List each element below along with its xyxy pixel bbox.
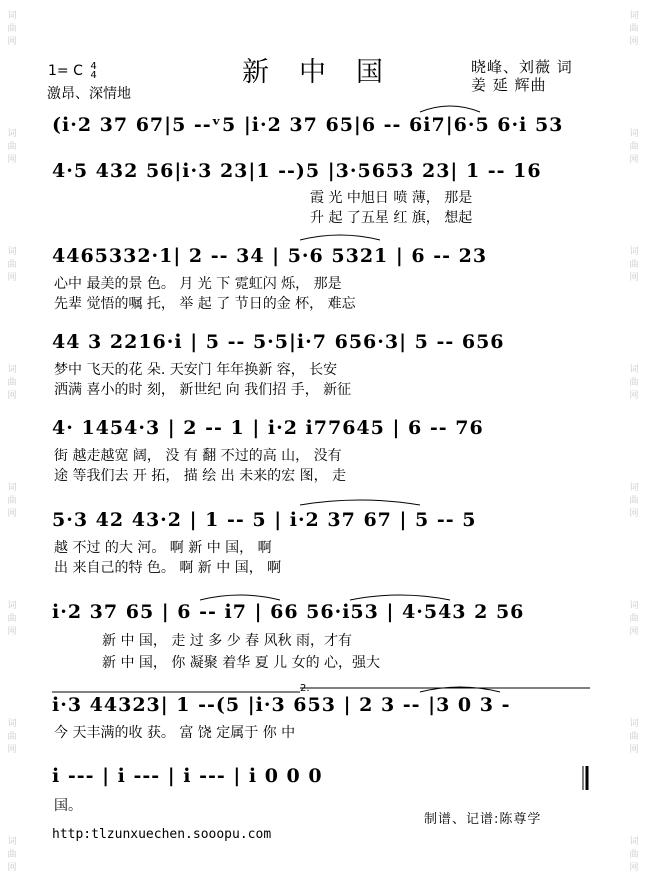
time-bottom: 4 [90, 70, 97, 81]
lyrics-verse-2: 升 起 了五星 红 旗， 想起 [310, 210, 473, 226]
watermark: 词 曲 网 [7, 365, 17, 401]
lyrics-verse-1: 越 不过 的大 河。 啊 新 中 国， 啊 [54, 540, 272, 556]
slur [420, 106, 480, 112]
site-url[interactable]: http:tlzunxuechen.sooopu.com [52, 827, 272, 842]
notes: i·2 37 65 | 6 -- i7 | 66 56·i53 | 4·543 2 56 [52, 601, 525, 623]
watermark: 词 曲 网 [7, 483, 17, 519]
lyricist-credit: 晓峰、刘薇 词 [471, 58, 573, 76]
notes: 4·5 432 56|i·3 23|1 --)5 |3·5653 23| 1 -- 16 [52, 160, 542, 182]
watermark: 词 曲 网 [629, 365, 639, 401]
notes: 44 3 2216·i | 5 -- 5·5|i·7 656·3| 5 -- 656 [52, 331, 505, 353]
watermark: 词 曲 网 [629, 247, 639, 283]
watermark: 词 曲 网 [629, 483, 639, 519]
watermark: 词 曲 网 [7, 129, 17, 165]
notes: 4465332·1| 2 -- 34 | 5·6 5321 | 6 -- 23 [52, 245, 488, 267]
lyrics-verse-2: 新 中 国， 你 凝聚 着华 夏 儿 女的 心，强大 [102, 655, 381, 671]
watermark: 词 曲 网 [629, 719, 639, 755]
slur [300, 235, 380, 240]
watermark: 词 曲 网 [629, 11, 639, 47]
composer-credit: 姜 延 辉曲 [471, 76, 547, 94]
watermark: 词 曲 网 [7, 11, 17, 47]
lyrics-verse-2: 洒满 喜小的时 刻， 新世纪 向 我们招 手， 新征 [54, 382, 352, 398]
slur [200, 595, 280, 600]
lyrics-verse-2: 先辈 觉悟的嘱 托， 举 起 了 节日的金 杯， 难忘 [54, 296, 356, 312]
watermark: 词 曲 网 [629, 601, 639, 637]
watermark: 词 曲 网 [629, 837, 639, 873]
song-title: 新中国 [242, 57, 413, 88]
lyrics-verse-2: 出 来自己的特 色。 啊 新 中 国， 啊 [54, 560, 282, 576]
lyrics-verse-1: 霞 光 中旭日 喷 薄， 那是 [310, 190, 473, 206]
notes: 4· 1454·3 | 2 -- 1 | i·2 i77645 | 6 -- 76 [52, 417, 484, 439]
slur [350, 595, 450, 600]
watermark: 词 曲 网 [7, 719, 17, 755]
time-top: 4 [90, 61, 97, 72]
lyrics-verse-2: 途 等我们去 开 拓， 描 绘 出 未来的宏 图， 走 [54, 468, 347, 484]
tempo-marking: 激昂、深情地 [47, 86, 131, 102]
watermark: 词 曲 网 [629, 129, 639, 165]
lyrics-verse-1: 今 天丰满的收 获。 富 饶 定属于 你 中 [54, 725, 296, 741]
notes: i --- | i --- | i --- | i 0 0 0 [52, 765, 323, 787]
lyrics-verse-1: 心中 最美的景 色。 月 光 下 霓虹闪 烁， 那是 [54, 276, 342, 292]
notes: (i·2 37 67|5 --ᵛ5 |i·2 37 65|6 -- 6i7|6·5 6·i 53 [52, 114, 564, 136]
watermark: 词 曲 网 [7, 837, 17, 873]
watermark: 词 曲 网 [7, 601, 17, 637]
slur [300, 500, 420, 505]
lyrics-verse-1: 梦中 飞天的花 朵. 天安门 年年换新 容， 长安 [54, 362, 338, 378]
watermark: 词 曲 网 [7, 247, 17, 283]
transcriber-credit: 制谱、记谱:陈尊学 [424, 812, 542, 827]
volta-bracket-label: 2. [300, 683, 310, 694]
lyrics-verse-1: 新 中 国， 走 过 多 少 春 风秋 雨，才有 [102, 633, 353, 649]
notes: i·3 44323| 1 --(5 |i·3 653 | 2 3 -- |3 0 3 - [52, 694, 511, 716]
notes: 5·3 42 43·2 | 1 -- 5 | i·2 37 67 | 5 -- 5 [52, 509, 477, 531]
key-label: 1= C [48, 63, 83, 79]
lyrics-verse-1: 街 越走越宽 阔， 没 有 翻 不过的高 山， 没有 [54, 448, 342, 464]
lyrics-verse-1: 国。 [54, 798, 82, 814]
